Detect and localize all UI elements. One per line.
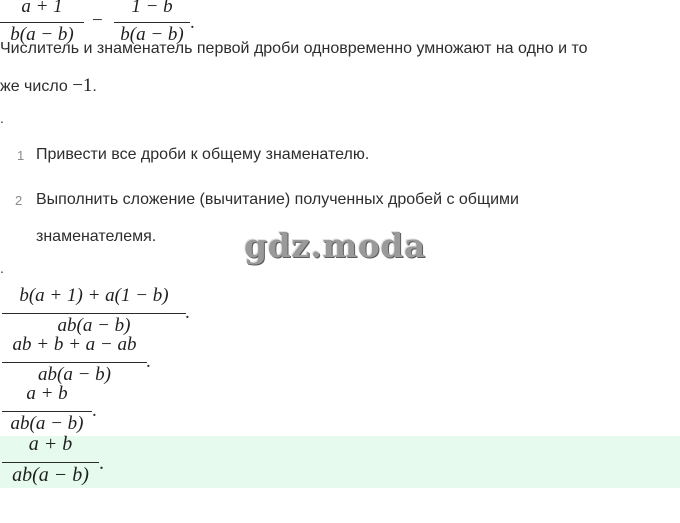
top-fraction-2-numerator: 1 − b bbox=[131, 0, 173, 17]
final-answer-period: . bbox=[99, 452, 104, 474]
solution-step-1-bar bbox=[2, 313, 186, 314]
solution-step-3-fraction bbox=[2, 383, 92, 435]
top-fraction-1-numerator: a + 1 bbox=[21, 0, 63, 17]
solution-step-1-denominator: ab(a − b) bbox=[57, 315, 131, 336]
step-number-1: 1 bbox=[17, 148, 25, 163]
explanation-line-1: Числитель и знаменатель первой дроби одновременно умножают на одно и то bbox=[0, 40, 588, 57]
explanation-value: −1 bbox=[72, 75, 93, 96]
solution-step-1-period: . bbox=[185, 302, 190, 323]
solution-step-3-bar bbox=[2, 411, 92, 412]
final-answer-bar bbox=[2, 462, 99, 463]
solution-step-2-fraction bbox=[2, 334, 147, 386]
solution-step-3-numerator: a + b bbox=[26, 383, 68, 404]
top-fraction-1-denominator: b(a − b) bbox=[10, 24, 74, 45]
final-answer-denominator: ab(a − b) bbox=[12, 464, 89, 486]
step-text-1: Привести все дроби к общему знаменателю. bbox=[36, 146, 370, 163]
solution-step-3-denominator: ab(a − b) bbox=[10, 413, 84, 434]
top-fraction-2-bar bbox=[114, 22, 190, 23]
top-period: . bbox=[190, 12, 195, 33]
solution-step-2-period: . bbox=[146, 351, 151, 372]
solution-step-1-numerator: b(a + 1) + a(1 − b) bbox=[19, 285, 169, 306]
solution-step-1-fraction bbox=[2, 285, 186, 337]
solution-step-3-period: . bbox=[92, 400, 97, 421]
final-answer-fraction bbox=[2, 433, 99, 487]
top-fraction-1-bar bbox=[0, 22, 84, 23]
explanation-line-2-suffix: . bbox=[92, 78, 97, 95]
marker-after-steps: . bbox=[0, 260, 4, 276]
final-answer-numerator: a + b bbox=[28, 433, 73, 455]
step-text-2: Выполнить сложение (вычитание) полученных дробей с общими bbox=[36, 191, 519, 208]
top-fraction-1 bbox=[0, 0, 84, 45]
step-text-2-continuation: знаменателемя. bbox=[36, 228, 157, 245]
solution-step-2-denominator: ab(a − b) bbox=[38, 364, 111, 385]
top-fraction-2-denominator: b(a − b) bbox=[120, 24, 184, 45]
step-number-2: 2 bbox=[15, 193, 23, 208]
marker-before-steps: . bbox=[0, 110, 4, 126]
explanation-line-2 bbox=[0, 75, 97, 97]
top-fraction-2 bbox=[114, 0, 190, 45]
explanation-line-2-prefix: же число bbox=[0, 78, 73, 95]
watermark-logo: gdz.moda bbox=[244, 226, 426, 265]
solution-step-2-bar bbox=[2, 362, 147, 363]
solution-step-2-numerator: ab + b + a − ab bbox=[12, 334, 137, 355]
top-operator: − bbox=[92, 10, 103, 31]
